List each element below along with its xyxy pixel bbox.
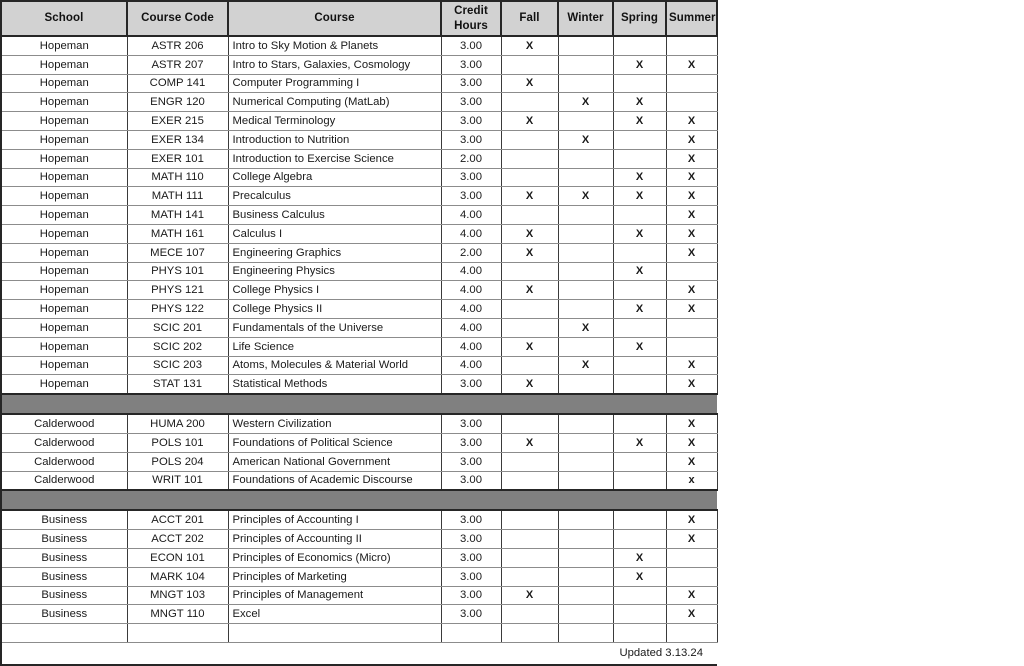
- cell-school[interactable]: Hopeman: [1, 337, 127, 356]
- cell-spring[interactable]: [613, 149, 666, 168]
- cell-school[interactable]: Calderwood: [1, 433, 127, 452]
- cell-fall[interactable]: [501, 168, 558, 187]
- cell-summer[interactable]: X: [666, 586, 717, 605]
- cell-course[interactable]: Calculus I: [228, 224, 441, 243]
- blank-cell-summer[interactable]: [666, 624, 717, 643]
- cell-school[interactable]: Hopeman: [1, 281, 127, 300]
- table-row[interactable]: [1, 452, 717, 471]
- table-row[interactable]: [1, 605, 717, 624]
- blank-cell-winter[interactable]: [558, 624, 613, 643]
- cell-code[interactable]: SCIC 202: [127, 337, 228, 356]
- cell-code[interactable]: SCIC 203: [127, 356, 228, 375]
- cell-course[interactable]: College Physics I: [228, 281, 441, 300]
- cell-code[interactable]: POLS 101: [127, 433, 228, 452]
- cell-school[interactable]: Hopeman: [1, 55, 127, 74]
- cell-code[interactable]: PHYS 121: [127, 281, 228, 300]
- table-row[interactable]: [1, 243, 717, 262]
- cell-credit[interactable]: 3.00: [441, 414, 501, 433]
- cell-fall[interactable]: [501, 318, 558, 337]
- cell-winter[interactable]: [558, 300, 613, 319]
- cell-summer[interactable]: [666, 318, 717, 337]
- cell-winter[interactable]: [558, 510, 613, 529]
- cell-fall[interactable]: [501, 149, 558, 168]
- table-row[interactable]: [1, 281, 717, 300]
- column-header-course-code[interactable]: Course Code: [127, 1, 228, 36]
- cell-spring[interactable]: X: [613, 567, 666, 586]
- cell-winter[interactable]: X: [558, 93, 613, 112]
- cell-school[interactable]: Business: [1, 510, 127, 529]
- table-row[interactable]: [1, 433, 717, 452]
- cell-code[interactable]: MATH 111: [127, 187, 228, 206]
- cell-summer[interactable]: X: [666, 375, 717, 394]
- cell-code[interactable]: POLS 204: [127, 452, 228, 471]
- cell-code[interactable]: MATH 110: [127, 168, 228, 187]
- cell-winter[interactable]: [558, 112, 613, 131]
- cell-fall[interactable]: [501, 567, 558, 586]
- cell-credit[interactable]: 3.00: [441, 187, 501, 206]
- cell-summer[interactable]: X: [666, 149, 717, 168]
- cell-course[interactable]: Computer Programming I: [228, 74, 441, 93]
- cell-credit[interactable]: 3.00: [441, 605, 501, 624]
- cell-school[interactable]: Calderwood: [1, 452, 127, 471]
- cell-spring[interactable]: X: [613, 187, 666, 206]
- cell-credit[interactable]: 3.00: [441, 36, 501, 55]
- cell-winter[interactable]: [558, 433, 613, 452]
- cell-summer[interactable]: [666, 262, 717, 281]
- cell-winter[interactable]: [558, 168, 613, 187]
- cell-winter[interactable]: X: [558, 318, 613, 337]
- cell-spring[interactable]: [613, 318, 666, 337]
- cell-school[interactable]: Hopeman: [1, 356, 127, 375]
- cell-school[interactable]: Business: [1, 530, 127, 549]
- cell-fall[interactable]: [501, 356, 558, 375]
- cell-course[interactable]: Western Civilization: [228, 414, 441, 433]
- table-row[interactable]: [1, 112, 717, 131]
- cell-credit[interactable]: 4.00: [441, 337, 501, 356]
- cell-school[interactable]: Hopeman: [1, 187, 127, 206]
- table-row[interactable]: [1, 375, 717, 394]
- cell-fall[interactable]: [501, 471, 558, 490]
- cell-credit[interactable]: 3.00: [441, 130, 501, 149]
- cell-fall[interactable]: [501, 452, 558, 471]
- cell-code[interactable]: EXER 134: [127, 130, 228, 149]
- group-separator-band: [1, 394, 717, 414]
- cell-course[interactable]: Introduction to Nutrition: [228, 130, 441, 149]
- cell-summer[interactable]: X: [666, 168, 717, 187]
- cell-code[interactable]: STAT 131: [127, 375, 228, 394]
- cell-spring[interactable]: X: [613, 262, 666, 281]
- cell-credit[interactable]: 4.00: [441, 206, 501, 225]
- cell-course[interactable]: College Physics II: [228, 300, 441, 319]
- cell-summer[interactable]: X: [666, 433, 717, 452]
- cell-school[interactable]: Hopeman: [1, 130, 127, 149]
- cell-fall[interactable]: [501, 130, 558, 149]
- column-header-winter[interactable]: Winter: [558, 1, 613, 36]
- cell-summer[interactable]: X: [666, 224, 717, 243]
- cell-fall[interactable]: X: [501, 112, 558, 131]
- cell-credit[interactable]: 4.00: [441, 318, 501, 337]
- table-header: [1, 1, 717, 36]
- cell-spring[interactable]: [613, 605, 666, 624]
- blank-cell-code[interactable]: [127, 624, 228, 643]
- table-row[interactable]: [1, 337, 717, 356]
- cell-course[interactable]: Excel: [228, 605, 441, 624]
- cell-school[interactable]: Hopeman: [1, 262, 127, 281]
- cell-summer[interactable]: X: [666, 112, 717, 131]
- cell-school[interactable]: Calderwood: [1, 471, 127, 490]
- cell-winter[interactable]: [558, 414, 613, 433]
- cell-credit[interactable]: 3.00: [441, 586, 501, 605]
- cell-spring[interactable]: [613, 414, 666, 433]
- cell-code[interactable]: ENGR 120: [127, 93, 228, 112]
- cell-school[interactable]: Hopeman: [1, 93, 127, 112]
- cell-course[interactable]: Principles of Economics (Micro): [228, 548, 441, 567]
- cell-winter[interactable]: [558, 36, 613, 55]
- cell-code[interactable]: ASTR 207: [127, 55, 228, 74]
- table-row[interactable]: [1, 149, 717, 168]
- header-row: [1, 1, 717, 36]
- cell-code[interactable]: ASTR 206: [127, 36, 228, 55]
- blank-cell-fall[interactable]: [501, 624, 558, 643]
- cell-code[interactable]: ACCT 201: [127, 510, 228, 529]
- cell-code[interactable]: MARK 104: [127, 567, 228, 586]
- cell-winter[interactable]: [558, 262, 613, 281]
- cell-fall[interactable]: [501, 300, 558, 319]
- cell-summer[interactable]: X: [666, 243, 717, 262]
- cell-code[interactable]: PHYS 122: [127, 300, 228, 319]
- cell-course[interactable]: Medical Terminology: [228, 112, 441, 131]
- column-header-fall[interactable]: Fall: [501, 1, 558, 36]
- column-header-course[interactable]: Course: [228, 1, 441, 36]
- cell-summer[interactable]: X: [666, 187, 717, 206]
- table-row[interactable]: [1, 530, 717, 549]
- blank-cell-credit[interactable]: [441, 624, 501, 643]
- cell-course[interactable]: Principles of Marketing: [228, 567, 441, 586]
- cell-credit[interactable]: 3.00: [441, 530, 501, 549]
- cell-course[interactable]: Principles of Management: [228, 586, 441, 605]
- cell-credit[interactable]: 3.00: [441, 548, 501, 567]
- cell-course[interactable]: Engineering Physics: [228, 262, 441, 281]
- cell-summer[interactable]: X: [666, 414, 717, 433]
- cell-course[interactable]: Foundations of Political Science: [228, 433, 441, 452]
- cell-fall[interactable]: X: [501, 586, 558, 605]
- cell-course[interactable]: Intro to Stars, Galaxies, Cosmology: [228, 55, 441, 74]
- cell-winter[interactable]: [558, 206, 613, 225]
- cell-code[interactable]: MNGT 103: [127, 586, 228, 605]
- cell-summer[interactable]: X: [666, 281, 717, 300]
- cell-summer[interactable]: [666, 74, 717, 93]
- cell-fall[interactable]: X: [501, 281, 558, 300]
- cell-winter[interactable]: [558, 605, 613, 624]
- cell-code[interactable]: ACCT 202: [127, 530, 228, 549]
- cell-spring[interactable]: X: [613, 433, 666, 452]
- cell-winter[interactable]: X: [558, 130, 613, 149]
- cell-school[interactable]: Business: [1, 605, 127, 624]
- cell-credit[interactable]: 3.00: [441, 567, 501, 586]
- cell-school[interactable]: Hopeman: [1, 74, 127, 93]
- cell-code[interactable]: COMP 141: [127, 74, 228, 93]
- cell-winter[interactable]: [558, 452, 613, 471]
- cell-code[interactable]: HUMA 200: [127, 414, 228, 433]
- table-row[interactable]: [1, 187, 717, 206]
- cell-credit[interactable]: 3.00: [441, 55, 501, 74]
- cell-winter[interactable]: [558, 74, 613, 93]
- cell-course[interactable]: Engineering Graphics: [228, 243, 441, 262]
- cell-course[interactable]: Fundamentals of the Universe: [228, 318, 441, 337]
- table-row[interactable]: [1, 414, 717, 433]
- blank-cell-spring[interactable]: [613, 624, 666, 643]
- updated-stamp: Updated 3.13.24: [1, 642, 717, 665]
- cell-school[interactable]: Hopeman: [1, 318, 127, 337]
- cell-course[interactable]: Atoms, Molecules & Material World: [228, 356, 441, 375]
- cell-spring[interactable]: X: [613, 55, 666, 74]
- table-row[interactable]: [1, 168, 717, 187]
- cell-summer[interactable]: X: [666, 452, 717, 471]
- cell-spring[interactable]: [613, 471, 666, 490]
- cell-fall[interactable]: X: [501, 36, 558, 55]
- cell-summer[interactable]: X: [666, 206, 717, 225]
- cell-school[interactable]: Hopeman: [1, 375, 127, 394]
- cell-summer[interactable]: [666, 337, 717, 356]
- cell-fall[interactable]: [501, 55, 558, 74]
- cell-winter[interactable]: [558, 471, 613, 490]
- group-separator-band: [1, 490, 717, 510]
- table-row[interactable]: [1, 55, 717, 74]
- cell-winter[interactable]: [558, 567, 613, 586]
- cell-spring[interactable]: [613, 375, 666, 394]
- cell-code[interactable]: SCIC 201: [127, 318, 228, 337]
- blank-cell-course[interactable]: [228, 624, 441, 643]
- cell-fall[interactable]: X: [501, 74, 558, 93]
- cell-fall[interactable]: [501, 605, 558, 624]
- cell-fall[interactable]: [501, 93, 558, 112]
- credit-hours-line1: Credit: [454, 5, 488, 18]
- cell-winter[interactable]: [558, 224, 613, 243]
- cell-fall[interactable]: X: [501, 224, 558, 243]
- cell-spring[interactable]: X: [613, 548, 666, 567]
- table-row[interactable]: [1, 300, 717, 319]
- cell-summer[interactable]: [666, 548, 717, 567]
- cell-spring[interactable]: [613, 36, 666, 55]
- cell-code[interactable]: WRIT 101: [127, 471, 228, 490]
- cell-school[interactable]: Hopeman: [1, 112, 127, 131]
- cell-fall[interactable]: [501, 548, 558, 567]
- cell-winter[interactable]: [558, 586, 613, 605]
- cell-code[interactable]: MECE 107: [127, 243, 228, 262]
- cell-fall[interactable]: [501, 414, 558, 433]
- cell-school[interactable]: Calderwood: [1, 414, 127, 433]
- cell-school[interactable]: Hopeman: [1, 206, 127, 225]
- cell-school[interactable]: Business: [1, 567, 127, 586]
- cell-credit[interactable]: 3.00: [441, 93, 501, 112]
- footer-row: [1, 642, 717, 665]
- cell-code[interactable]: MATH 141: [127, 206, 228, 225]
- cell-credit[interactable]: 3.00: [441, 168, 501, 187]
- cell-winter[interactable]: [558, 337, 613, 356]
- group-separator-cell: [1, 394, 717, 414]
- cell-fall[interactable]: [501, 530, 558, 549]
- column-header-spring[interactable]: Spring: [613, 1, 666, 36]
- cell-spring[interactable]: [613, 510, 666, 529]
- cell-school[interactable]: Hopeman: [1, 300, 127, 319]
- cell-school[interactable]: Hopeman: [1, 243, 127, 262]
- cell-fall[interactable]: X: [501, 243, 558, 262]
- cell-course[interactable]: Life Science: [228, 337, 441, 356]
- cell-credit[interactable]: 2.00: [441, 149, 501, 168]
- cell-summer[interactable]: [666, 567, 717, 586]
- cell-fall[interactable]: X: [501, 337, 558, 356]
- cell-fall[interactable]: [501, 262, 558, 281]
- cell-course[interactable]: Foundations of Academic Discourse: [228, 471, 441, 490]
- cell-winter[interactable]: [558, 530, 613, 549]
- table-row[interactable]: [1, 206, 717, 225]
- table-row[interactable]: [1, 356, 717, 375]
- table-row[interactable]: [1, 262, 717, 281]
- cell-credit[interactable]: 2.00: [441, 243, 501, 262]
- cell-summer[interactable]: X: [666, 530, 717, 549]
- cell-winter[interactable]: [558, 548, 613, 567]
- table-row[interactable]: [1, 510, 717, 529]
- cell-summer[interactable]: X: [666, 510, 717, 529]
- cell-code[interactable]: PHYS 101: [127, 262, 228, 281]
- cell-winter[interactable]: X: [558, 187, 613, 206]
- cell-course[interactable]: Precalculus: [228, 187, 441, 206]
- table-row[interactable]: [1, 567, 717, 586]
- cell-spring[interactable]: [613, 281, 666, 300]
- cell-school[interactable]: Hopeman: [1, 36, 127, 55]
- cell-school[interactable]: Business: [1, 548, 127, 567]
- cell-summer[interactable]: [666, 93, 717, 112]
- cell-course[interactable]: Principles of Accounting II: [228, 530, 441, 549]
- column-header-school[interactable]: School: [1, 1, 127, 36]
- cell-course[interactable]: Business Calculus: [228, 206, 441, 225]
- cell-spring[interactable]: [613, 356, 666, 375]
- cell-spring[interactable]: X: [613, 224, 666, 243]
- table-row[interactable]: [1, 93, 717, 112]
- cell-spring[interactable]: X: [613, 168, 666, 187]
- cell-summer[interactable]: X: [666, 55, 717, 74]
- table-row[interactable]: [1, 36, 717, 55]
- table-row[interactable]: [1, 224, 717, 243]
- cell-spring[interactable]: X: [613, 93, 666, 112]
- cell-course[interactable]: Numerical Computing (MatLab): [228, 93, 441, 112]
- column-header-summer[interactable]: Summer: [666, 1, 717, 36]
- cell-fall[interactable]: [501, 510, 558, 529]
- cell-spring[interactable]: [613, 530, 666, 549]
- cell-spring[interactable]: [613, 452, 666, 471]
- cell-credit[interactable]: 4.00: [441, 224, 501, 243]
- cell-spring[interactable]: X: [613, 337, 666, 356]
- cell-winter[interactable]: [558, 149, 613, 168]
- cell-winter[interactable]: [558, 243, 613, 262]
- blank-row: [1, 624, 717, 643]
- cell-spring[interactable]: [613, 243, 666, 262]
- cell-fall[interactable]: X: [501, 187, 558, 206]
- cell-summer[interactable]: x: [666, 471, 717, 490]
- cell-credit[interactable]: 3.00: [441, 452, 501, 471]
- cell-course[interactable]: Principles of Accounting I: [228, 510, 441, 529]
- table-body: [1, 36, 717, 665]
- cell-credit[interactable]: 4.00: [441, 262, 501, 281]
- cell-school[interactable]: Hopeman: [1, 149, 127, 168]
- cell-winter[interactable]: X: [558, 356, 613, 375]
- cell-credit[interactable]: 4.00: [441, 300, 501, 319]
- cell-code[interactable]: ECON 101: [127, 548, 228, 567]
- table-row[interactable]: [1, 74, 717, 93]
- cell-summer[interactable]: [666, 36, 717, 55]
- cell-course[interactable]: American National Government: [228, 452, 441, 471]
- cell-credit[interactable]: 3.00: [441, 375, 501, 394]
- cell-credit[interactable]: 3.00: [441, 433, 501, 452]
- blank-cell-school[interactable]: [1, 624, 127, 643]
- table-row[interactable]: [1, 471, 717, 490]
- cell-winter[interactable]: [558, 55, 613, 74]
- cell-spring[interactable]: X: [613, 112, 666, 131]
- cell-credit[interactable]: 3.00: [441, 112, 501, 131]
- cell-school[interactable]: Hopeman: [1, 168, 127, 187]
- cell-winter[interactable]: [558, 281, 613, 300]
- group-separator-cell: [1, 490, 717, 510]
- cell-code[interactable]: EXER 215: [127, 112, 228, 131]
- cell-school[interactable]: Hopeman: [1, 224, 127, 243]
- cell-fall[interactable]: [501, 206, 558, 225]
- cell-summer[interactable]: X: [666, 300, 717, 319]
- cell-spring[interactable]: [613, 206, 666, 225]
- cell-fall[interactable]: X: [501, 375, 558, 394]
- cell-fall[interactable]: X: [501, 433, 558, 452]
- table-row[interactable]: [1, 130, 717, 149]
- cell-credit[interactable]: 3.00: [441, 74, 501, 93]
- table-row[interactable]: [1, 318, 717, 337]
- cell-credit[interactable]: 4.00: [441, 281, 501, 300]
- credit-hours-line2: Hours: [454, 19, 488, 32]
- cell-spring[interactable]: X: [613, 300, 666, 319]
- cell-credit[interactable]: 3.00: [441, 510, 501, 529]
- cell-winter[interactable]: [558, 375, 613, 394]
- cell-code[interactable]: MATH 161: [127, 224, 228, 243]
- cell-school[interactable]: Business: [1, 586, 127, 605]
- table-row[interactable]: [1, 586, 717, 605]
- cell-summer[interactable]: X: [666, 356, 717, 375]
- cell-course[interactable]: College Algebra: [228, 168, 441, 187]
- cell-spring[interactable]: [613, 586, 666, 605]
- cell-code[interactable]: MNGT 110: [127, 605, 228, 624]
- cell-credit[interactable]: 3.00: [441, 471, 501, 490]
- cell-spring[interactable]: [613, 130, 666, 149]
- cell-spring[interactable]: [613, 74, 666, 93]
- cell-credit[interactable]: 4.00: [441, 356, 501, 375]
- column-header-credit-hours[interactable]: [441, 1, 501, 36]
- cell-course[interactable]: Introduction to Exercise Science: [228, 149, 441, 168]
- cell-summer[interactable]: X: [666, 130, 717, 149]
- cell-course[interactable]: Statistical Methods: [228, 375, 441, 394]
- table-row[interactable]: [1, 548, 717, 567]
- cell-course[interactable]: Intro to Sky Motion & Planets: [228, 36, 441, 55]
- cell-code[interactable]: EXER 101: [127, 149, 228, 168]
- cell-summer[interactable]: X: [666, 605, 717, 624]
